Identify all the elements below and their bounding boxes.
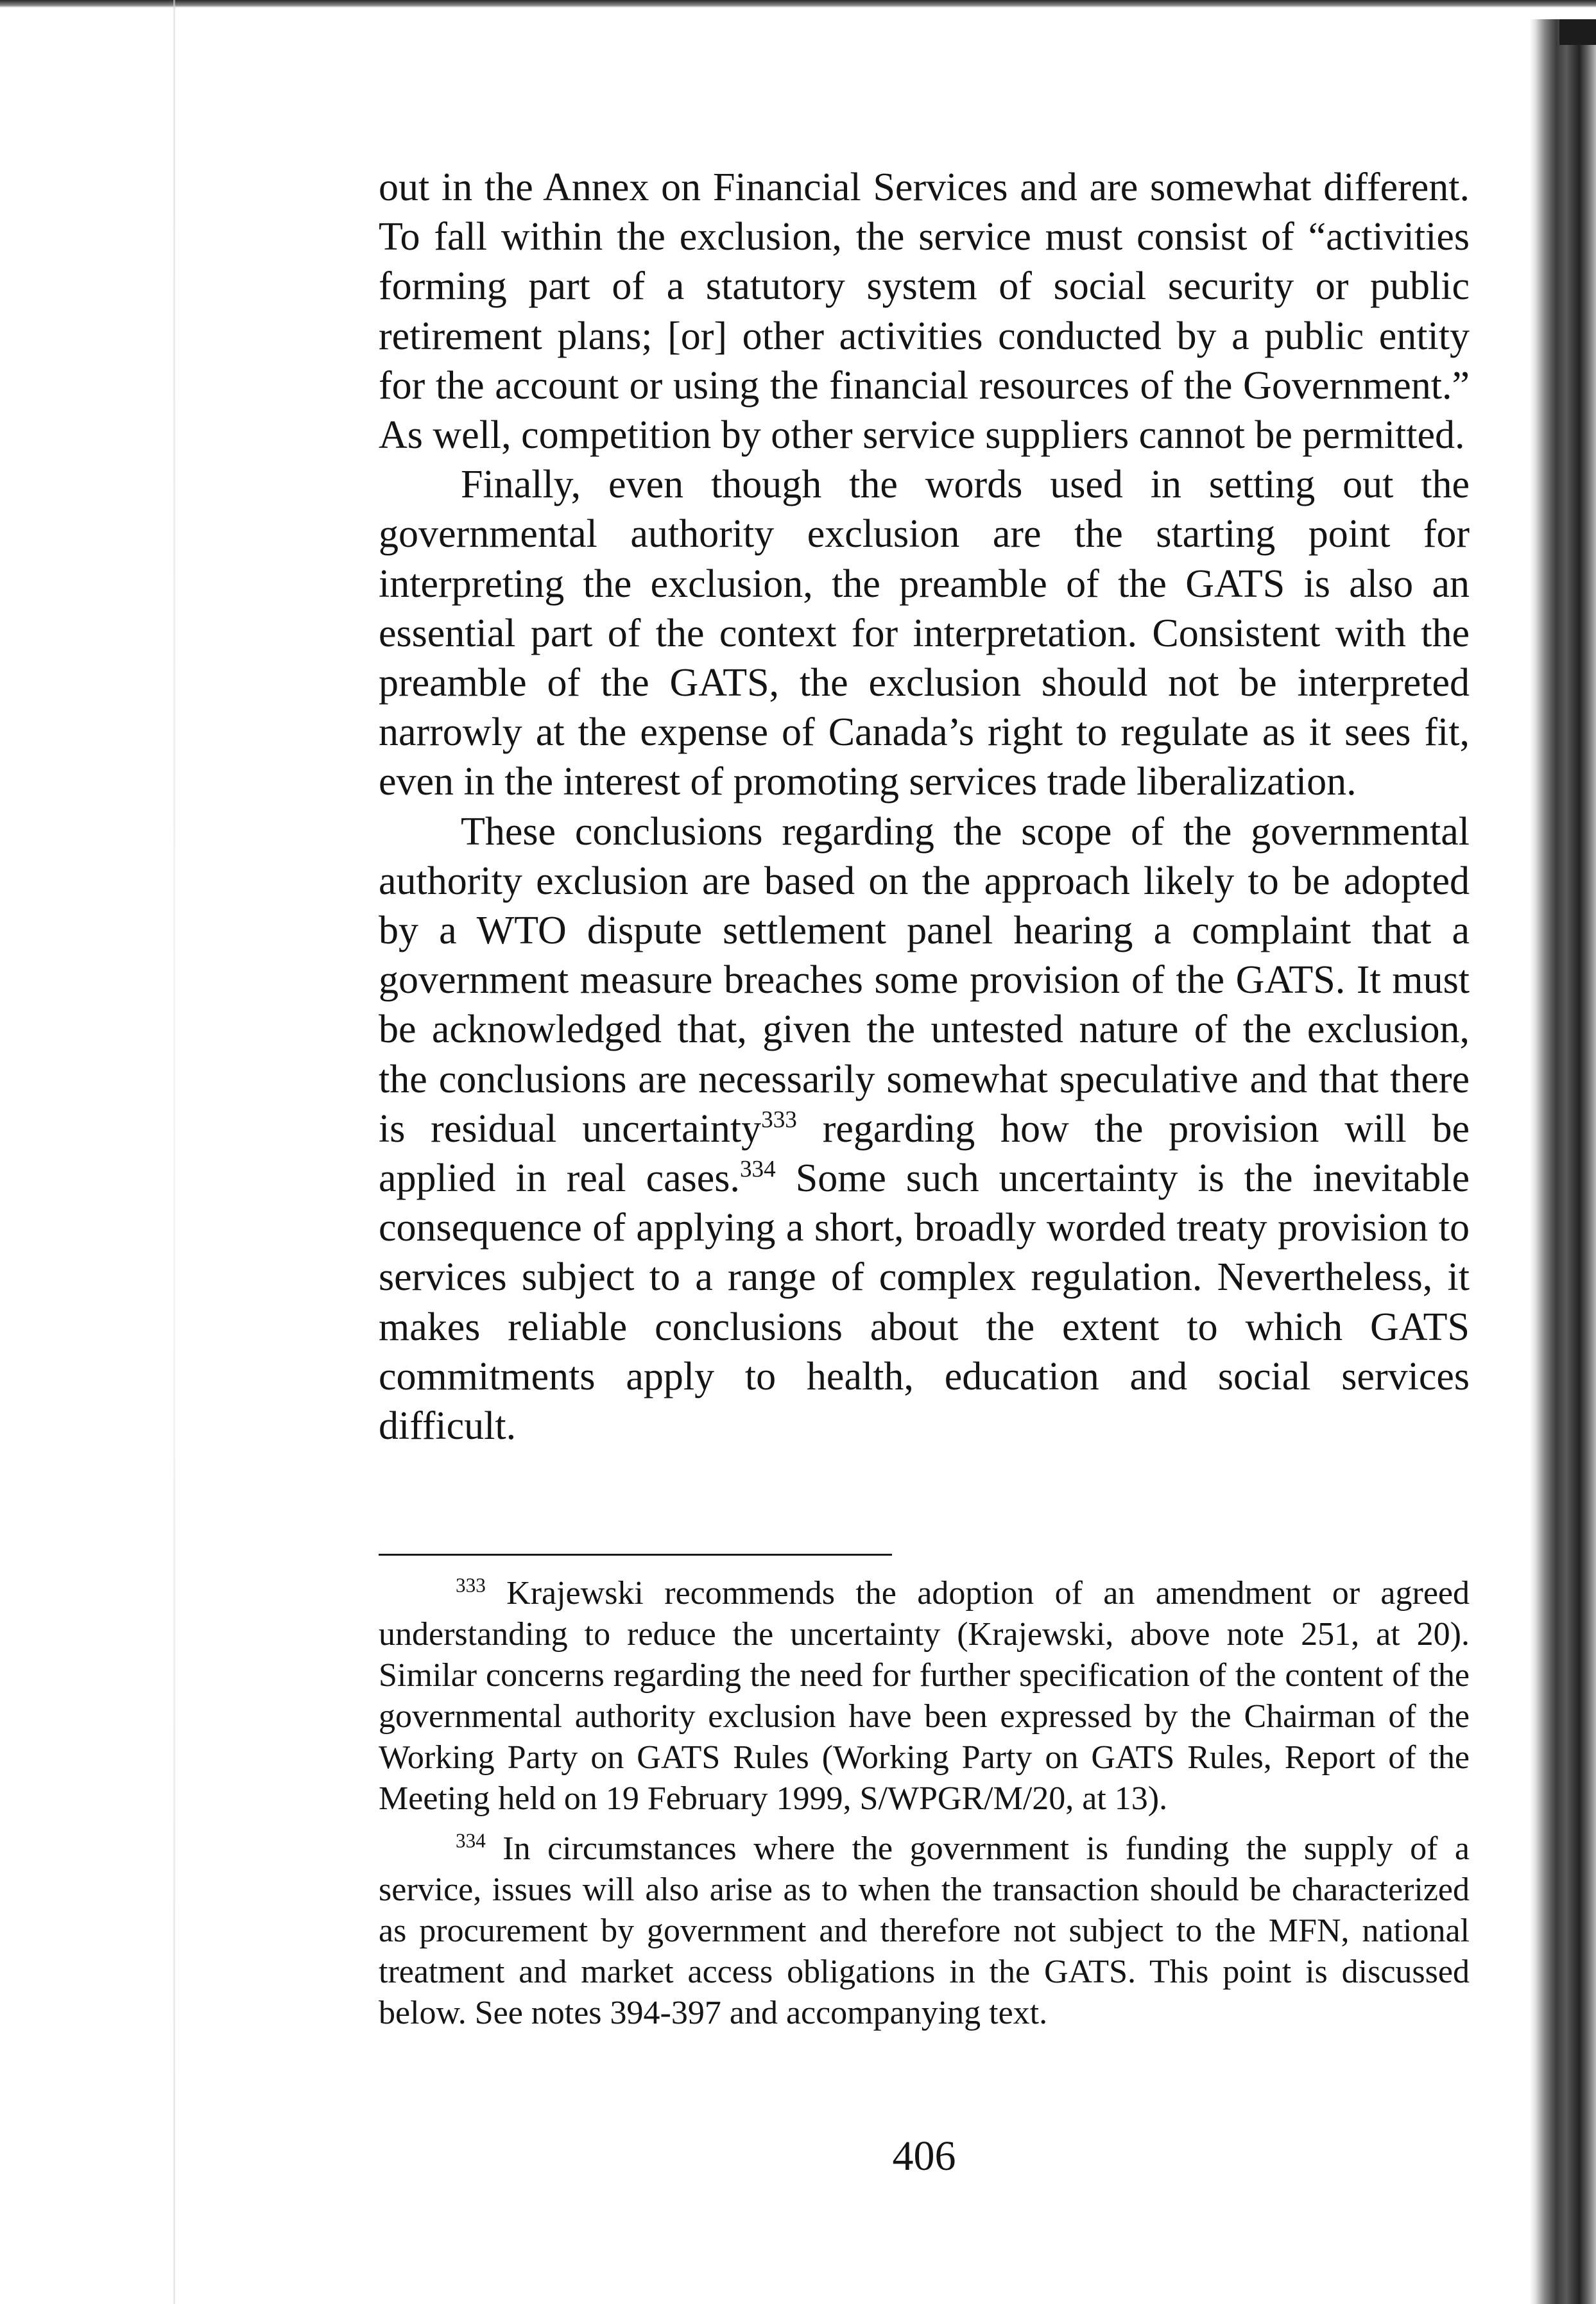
footnote-number-333: 333 bbox=[456, 1574, 486, 1597]
book-spine-cap bbox=[1559, 19, 1596, 45]
page-number: 406 bbox=[892, 2133, 956, 2179]
footnote-333 bbox=[379, 1573, 1470, 1819]
paragraph-3 bbox=[379, 807, 1470, 1452]
footnotes bbox=[379, 1573, 1470, 2043]
footnote-divider bbox=[379, 1554, 892, 1556]
paragraph-3-part-1: These conclusions regarding the scope of the governmental authority exclusion are based on the approach likely to be adopted by a WTO dispute settlement panel hearing a complaint that a government measure breaches some provision of the GATS. It must be acknowledged that, given the untested nature of the exclusion, the conclusions are necessarily somewhat speculative and that there is residual uncertainty bbox=[379, 809, 1470, 1151]
footnote-334-text: In circumstances where the government is funding the supply of a service, issues will also arise as to when the transaction should be characterized as procurement by government and therefore not subject to the MFN, national treatment and market access obligations in the GATS. This point is discussed below. See notes 394-397 and accompanying text. bbox=[379, 1830, 1470, 2031]
scan-top-edge bbox=[0, 0, 1596, 8]
main-text bbox=[379, 163, 1470, 1451]
footnote-number-334: 334 bbox=[456, 1829, 486, 1852]
book-spine-edge bbox=[1530, 19, 1596, 2304]
footnote-333-text: Krajewski recommends the adoption of an amendment or agreed understanding to reduce the uncertainty (Krajewski, above note 251, at 20). Similar concerns regarding the need for further specification of the content of the governmental authority exclusion have been expressed by the Chairman of the Working Party on GATS Rules (Working Party on GATS Rules, Report of the Meeting held on 19 February 1999, S/WPGR/M/20, at 13). bbox=[379, 1575, 1470, 1817]
footnote-ref-333[interactable]: 333 bbox=[761, 1106, 797, 1133]
paragraph-1: out in the Annex on Financial Services and are somewhat different. To fall within the exclusion, the service must consist of “activities forming part of a statutory system of social security or public retirement plans; [or] other activities conducted by a public entity for the account or using the financial resources of the Government.” As well, competition by other service suppliers cannot be permitted. bbox=[379, 166, 1470, 458]
scan-left-gutter bbox=[173, 0, 175, 2304]
paragraph-2: Finally, even though the words used in setting out the governmental authority exclusion are the starting point for interpreting the exclusion, the preamble of the GATS is also an essential part of the context for interpretation. Consistent with the preamble of the GATS, the exclusion should not be interpreted narrowly at the expense of Canada’s right to regulate as it sees fit, even in the interest of promoting services trade liberalization. bbox=[379, 463, 1470, 804]
paragraph-3-part-2: regarding how the provision will be applied in real cases. bbox=[379, 1106, 1470, 1201]
footnote-334 bbox=[379, 1828, 1470, 2034]
paragraph-3-part-3: Some such uncertainty is the inevitable consequence of applying a short, broadly worded treaty provision to services subject to a range of complex regulation. Nevertheless, it makes reliable conclusions about the extent to which GATS commitments apply to health, education and social services difficult. bbox=[379, 1156, 1470, 1449]
footnote-ref-334[interactable]: 334 bbox=[739, 1156, 776, 1183]
